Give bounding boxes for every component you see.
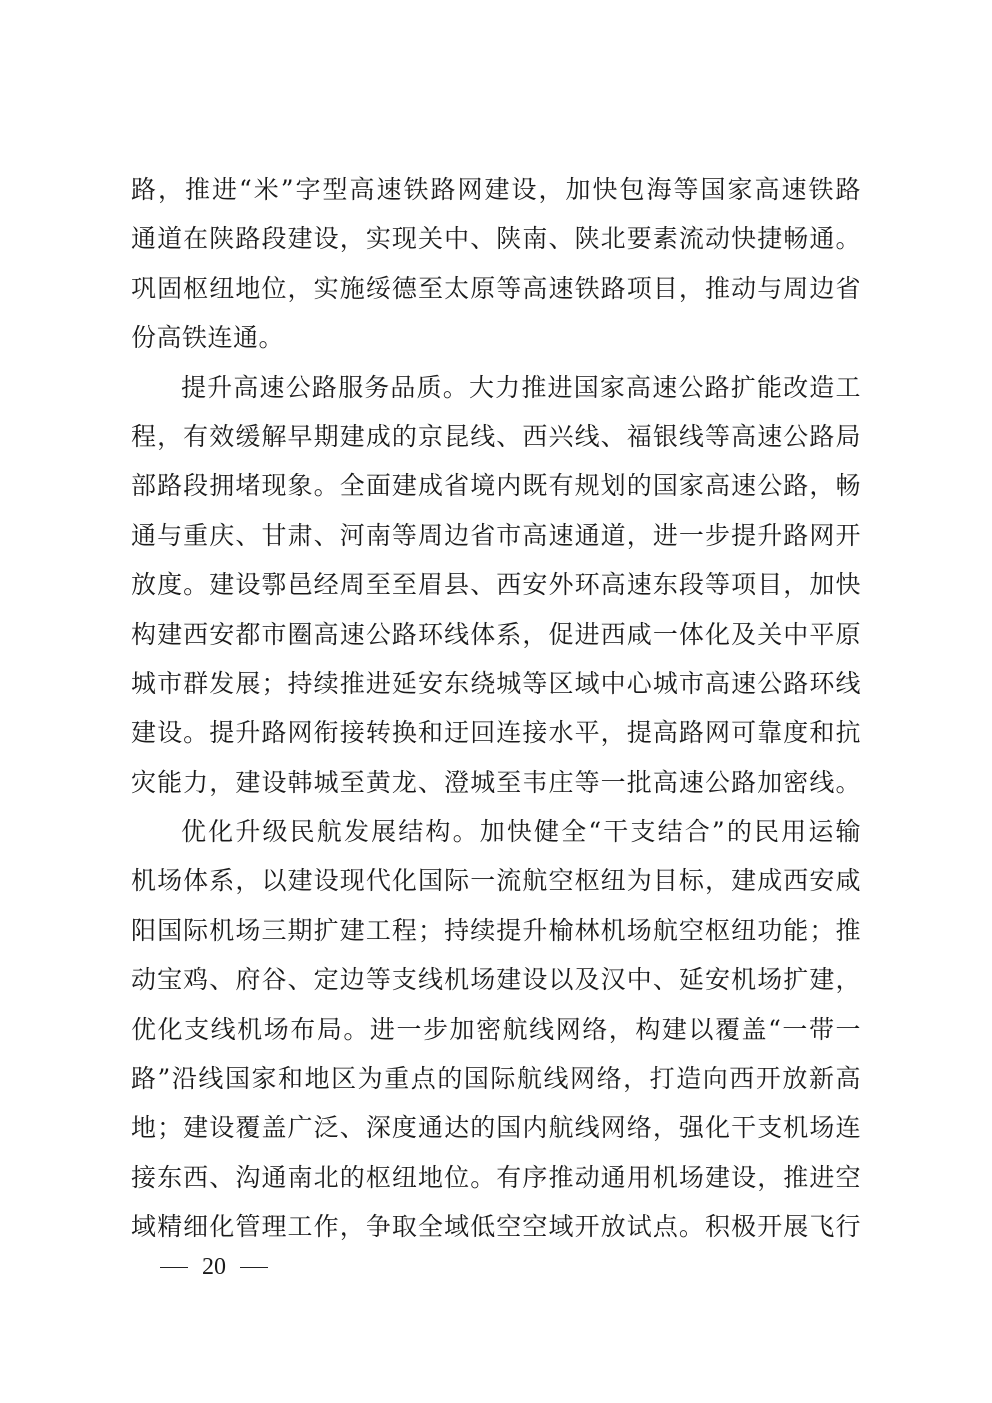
text-line: 城市群发展；持续推进延安东绕城等区域中心城市高速公路环线 [131, 668, 861, 698]
text-line: 构建西安都市圈高速公路环线体系，促进西咸一体化及关中平原 [131, 619, 861, 649]
text-line: 路，推进“米”字型高速铁路网建设，加快包海等国家高速铁路 [131, 175, 861, 204]
text-line: 部路段拥堵现象。全面建成省境内既有规划的国家高速公路，畅 [131, 471, 861, 501]
text-line: 机场体系，以建设现代化国际一流航空枢纽为目标，建成西安咸 [131, 866, 861, 896]
text-line: 程，有效缓解早期建成的京昆线、西兴线、福银线等高速公路局 [131, 421, 861, 451]
text-line: 域精细化管理工作，争取全域低空空域开放试点。积极开展飞行 [131, 1212, 861, 1242]
text-line: 通道在陕路段建设，实现关中、陕南、陕北要素流动快捷畅通。 [131, 224, 861, 254]
text-line: 通与重庆、甘肃、河南等周边省市高速通道，进一步提升路网开 [131, 520, 861, 550]
page-footer [160, 1254, 268, 1281]
text-line: 接东西、沟通南北的枢纽地位。有序推动通用机场建设，推进空 [131, 1162, 861, 1192]
paragraph-end-line: 份高铁连通。 [131, 323, 285, 353]
text-line: 阳国际机场三期扩建工程；持续提升榆林机场航空枢纽功能；推 [131, 915, 861, 945]
text-line: 路”沿线国家和地区为重点的国际航线网络，打造向西开放新高 [131, 1064, 861, 1094]
document-body [131, 165, 861, 1252]
page-number: 20 [202, 1254, 226, 1280]
text-line: 放度。建设鄠邑经周至至眉县、西安外环高速东段等项目，加快 [131, 570, 861, 600]
text-line: 动宝鸡、府谷、定边等支线机场建设以及汉中、延安机场扩建， [131, 965, 861, 995]
paragraph-heading-line: 优化升级民航发展结构。加快健全“干支结合”的民用运输 [181, 817, 861, 847]
text-line: 地；建设覆盖广泛、深度通达的国内航线网络，强化干支机场连 [131, 1113, 861, 1143]
text-line: 优化支线机场布局。进一步加密航线网络，构建以覆盖“一带一 [131, 1014, 861, 1044]
paragraph-heading-line: 提升高速公路服务品质。大力推进国家高速公路扩能改造工 [181, 372, 861, 402]
text-line: 灾能力，建设韩城至黄龙、澄城至韦庄等一批高速公路加密线。 [131, 767, 861, 797]
text-line: 巩固枢纽地位，实施绥德至太原等高速铁路项目，推动与周边省 [131, 273, 861, 303]
footer-dash-right [240, 1267, 268, 1269]
text-line: 建设。提升路网衔接转换和迂回连接水平，提高路网可靠度和抗 [131, 718, 861, 748]
footer-dash-left [160, 1267, 188, 1269]
